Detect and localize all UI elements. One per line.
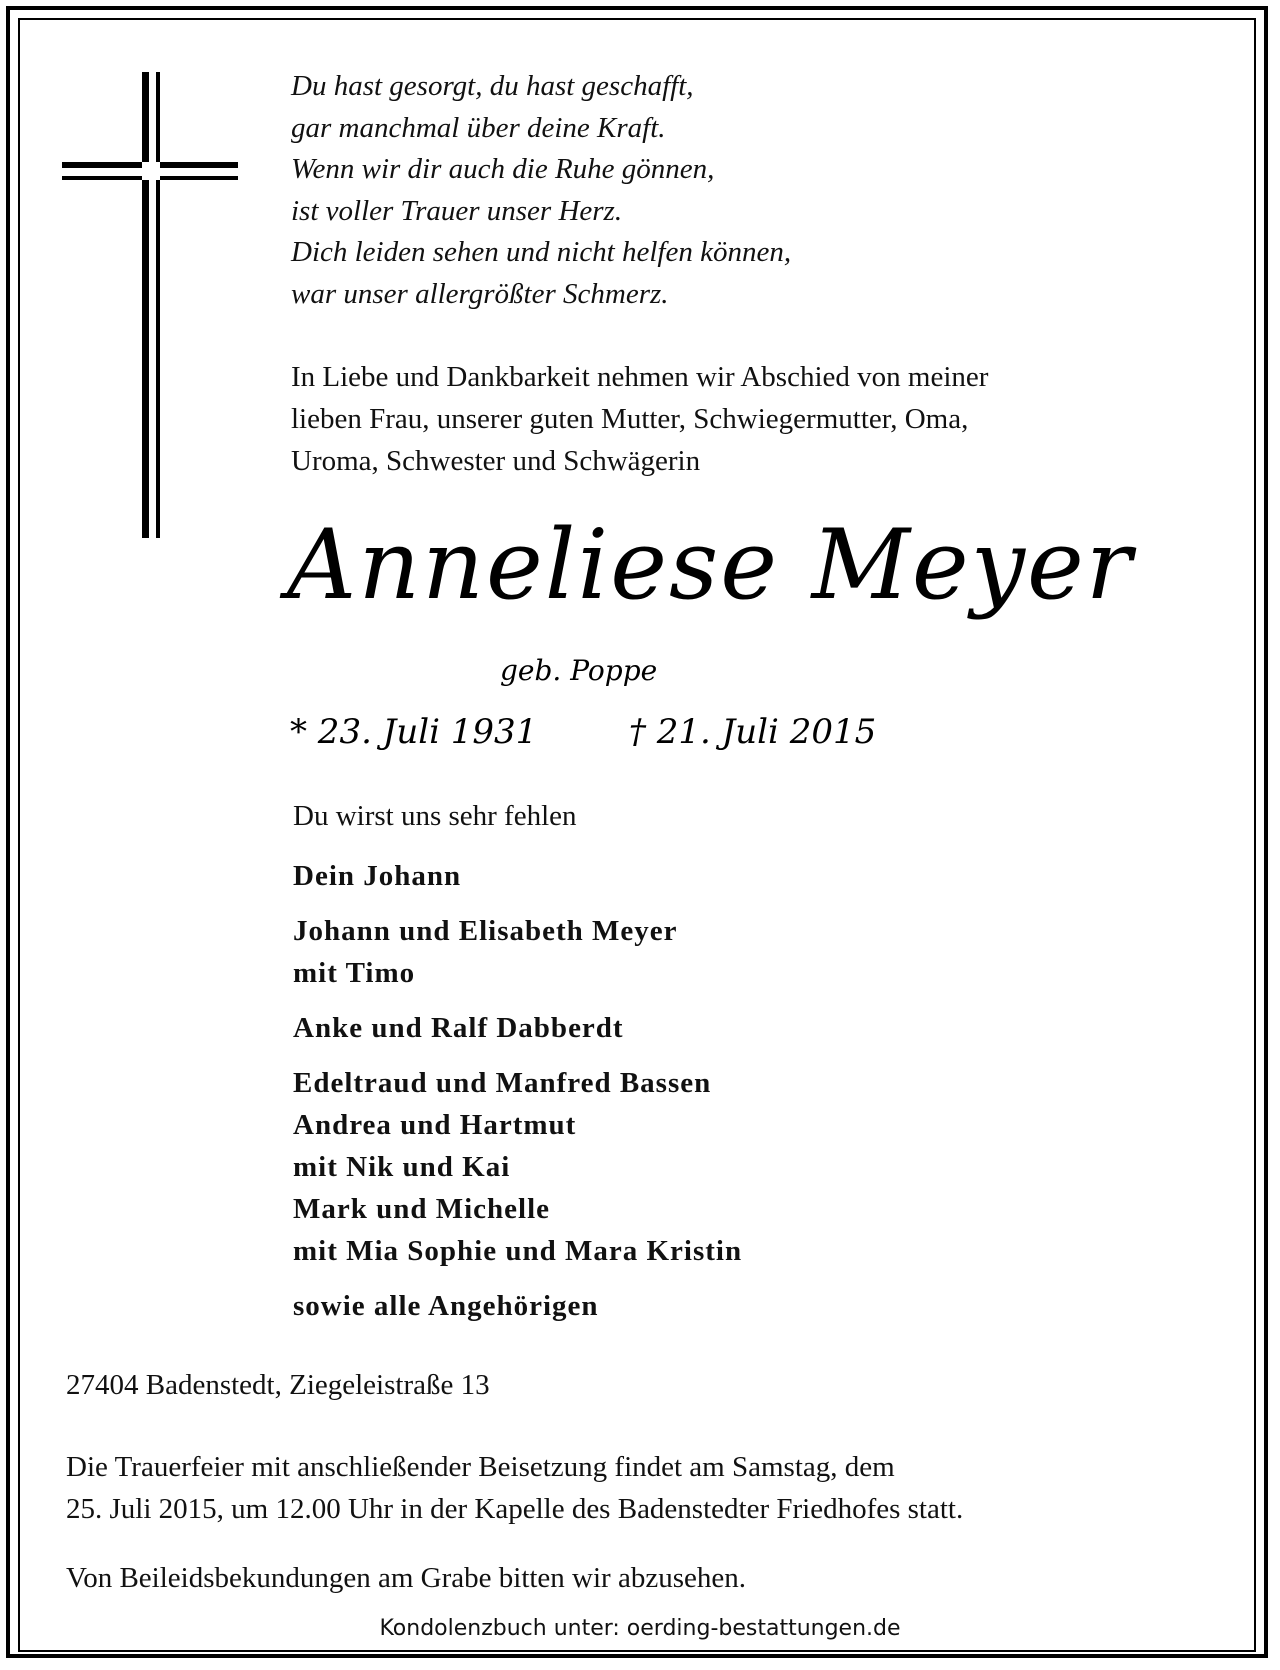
- ceremony-info: [66, 1446, 963, 1530]
- family-line: Dein Johann: [293, 860, 462, 892]
- cross-icon: [62, 72, 238, 538]
- family-group: [293, 910, 742, 994]
- ceremony-line: Die Trauerfeier mit anschließender Beisetzung findet am Samstag, dem: [66, 1451, 895, 1483]
- family-line: Andrea und Hartmut: [293, 1109, 577, 1141]
- birth-date: * 23. Juli 1931: [290, 712, 538, 752]
- family-line: Johann und Elisabeth Meyer: [293, 915, 678, 947]
- intro-line: lieben Frau, unserer guten Mutter, Schwiegermutter, Oma,: [291, 403, 969, 435]
- family-line: mit Nik und Kai: [293, 1151, 511, 1183]
- family-list: [293, 855, 742, 1340]
- address: 27404 Badenstedt, Ziegeleistraße 13: [66, 1369, 490, 1401]
- poem-line: Du hast gesorgt, du hast geschafft,: [291, 70, 694, 102]
- life-dates: [290, 712, 876, 752]
- poem: [291, 66, 1251, 315]
- condolence-request: Von Beileidsbekundungen am Grabe bitten wir abzusehen.: [66, 1562, 746, 1594]
- family-line: Mark und Michelle: [293, 1193, 551, 1225]
- poem-line: war unser allergrößter Schmerz.: [291, 277, 669, 310]
- intro-line: Uroma, Schwester und Schwägerin: [291, 445, 701, 477]
- family-line: mit Timo: [293, 957, 416, 989]
- maiden-name: geb. Poppe: [500, 654, 658, 687]
- miss-line: Du wirst uns sehr fehlen: [293, 800, 577, 832]
- death-date: † 21. Juli 2015: [628, 712, 877, 752]
- poem-line: gar manchmal über deine Kraft.: [291, 111, 666, 144]
- family-group: [293, 1285, 742, 1327]
- intro-line: In Liebe und Dankbarkeit nehmen wir Abschied von meiner: [291, 361, 989, 393]
- poem-line: Dich leiden sehen und nicht helfen können,: [291, 236, 792, 268]
- family-line: mit Mia Sophie und Mara Kristin: [293, 1235, 743, 1267]
- ceremony-line: 25. Juli 2015, um 12.00 Uhr in der Kapelle des Badenstedter Friedhofes statt.: [66, 1493, 964, 1525]
- family-group: [293, 1007, 742, 1049]
- farewell-intro: [291, 356, 1251, 482]
- condolence-book-link[interactable]: Kondolenzbuch unter: oerding-bestattungen.de: [379, 1616, 901, 1641]
- family-line: Edeltraud und Manfred Bassen: [293, 1067, 712, 1099]
- family-group: [293, 855, 742, 897]
- family-line: Anke und Ralf Dabberdt: [293, 1012, 624, 1044]
- family-group: [293, 1062, 742, 1272]
- poem-line: Wenn wir dir auch die Ruhe gönnen,: [291, 153, 715, 185]
- deceased-name: Anneliese Meyer: [287, 509, 1134, 621]
- family-line: sowie alle Angehörigen: [293, 1290, 599, 1322]
- poem-line: ist voller Trauer unser Herz.: [291, 194, 623, 227]
